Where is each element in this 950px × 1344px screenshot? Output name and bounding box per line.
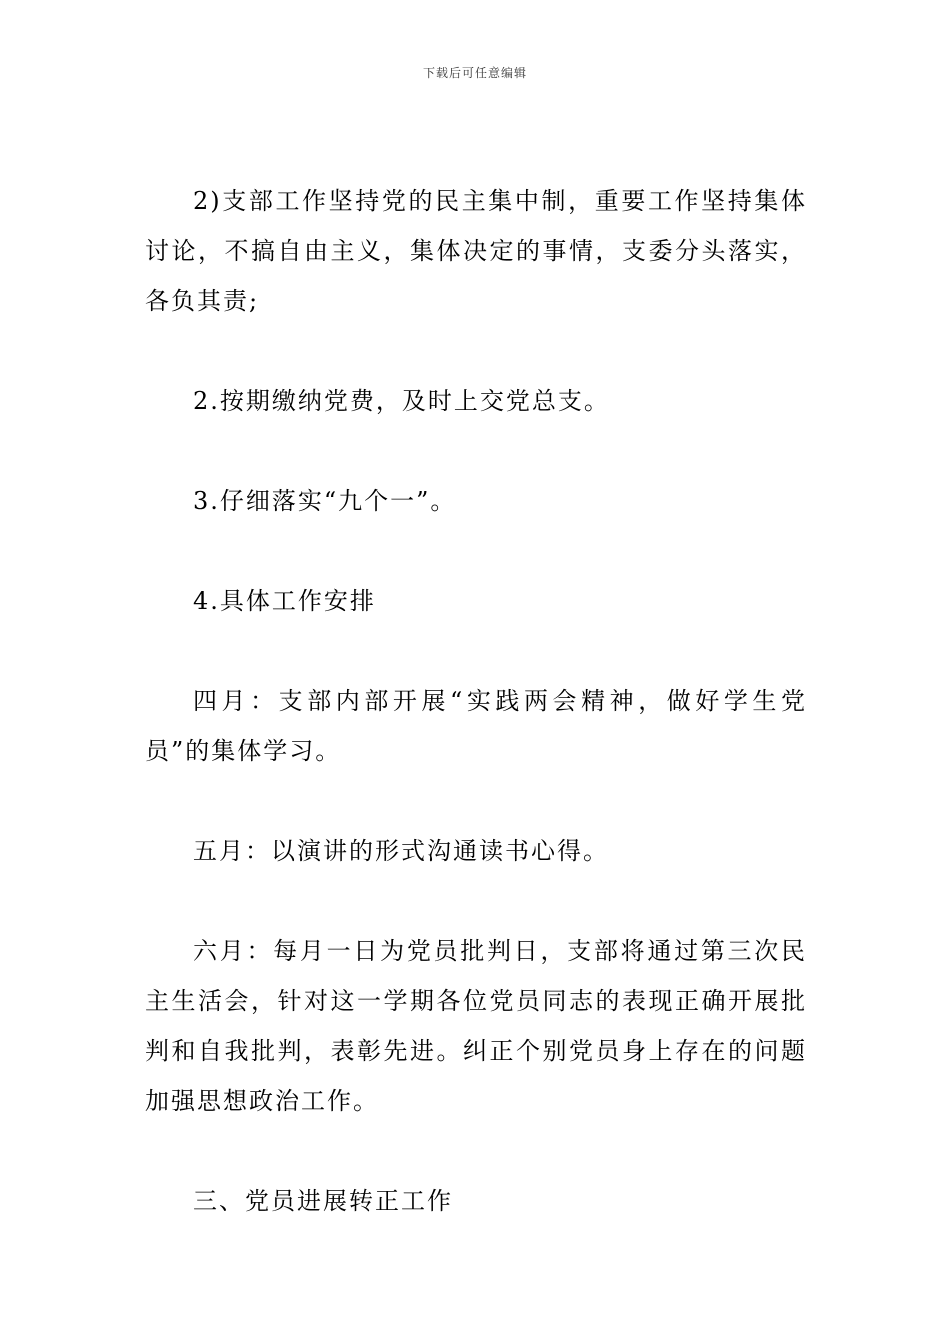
paragraph-party-dues: 2.按期缴纳党费，及时上交党总支。: [193, 387, 610, 415]
paragraph-spacer: [145, 326, 807, 376]
document-body: [145, 176, 807, 1226]
paragraph-democratic-centralism: 2)支部工作坚持党的民主集中制，重要工作坚持集体讨论，不搞自由主义，集体决定的事情，支委分头落实，各负其责;: [145, 187, 807, 315]
paragraph-spacer: [145, 1126, 807, 1176]
paragraph-april: 四月：支部内部开展“实践两会精神，做好学生党员”的集体学习。: [145, 687, 807, 765]
paragraph-work-schedule-heading: 4.具体工作安排: [193, 587, 376, 615]
section-heading-member-conversion: 三、党员进展转正工作: [193, 1187, 453, 1215]
paragraph-spacer: [145, 626, 807, 676]
paragraph-spacer: [145, 776, 807, 826]
paragraph-nine-ones: 3.仔细落实“九个一”。: [193, 487, 457, 515]
page-header-note: 下载后可任意编辑: [422, 66, 527, 80]
paragraph-spacer: [145, 526, 807, 576]
paragraph-spacer: [145, 426, 807, 476]
paragraph-may: 五月：以演讲的形式沟通读书心得。: [193, 837, 609, 865]
paragraph-june: 六月：每月一日为党员批判日，支部将通过第三次民主生活会，针对这一学期各位党员同志的表现正确开展批判和自我批判，表彰先进。纠正个别党员身上存在的问题加强思想政治工作。: [145, 937, 807, 1115]
paragraph-spacer: [145, 876, 807, 926]
